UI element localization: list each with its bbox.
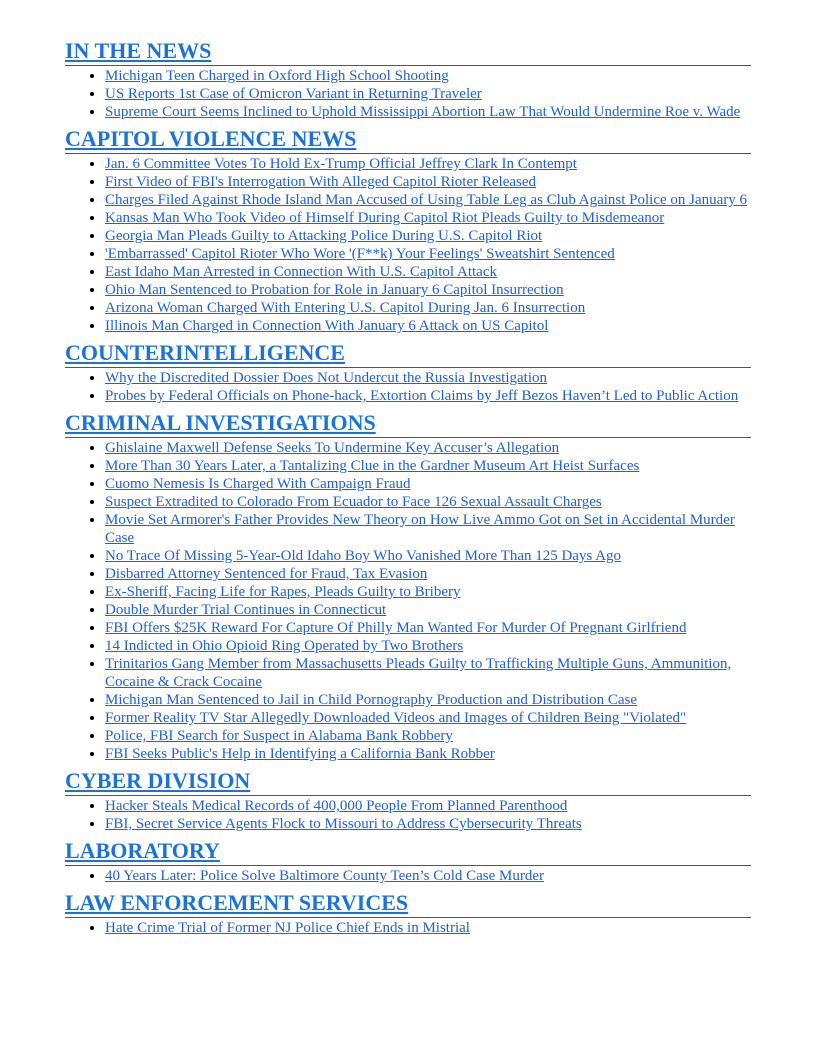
list-item — [105, 475, 751, 493]
article-link[interactable]: Charges Filed Against Rhode Island Man Accused of Using Table Leg as Club Against Police on January 6 — [105, 192, 748, 208]
section-heading-law-enforcement-services — [65, 888, 751, 918]
section-link-capitol-violence-news[interactable]: CAPITOL VIOLENCE NEWS — [65, 126, 357, 151]
list-item — [105, 155, 751, 173]
list-item — [105, 547, 751, 565]
article-link[interactable]: US Reports 1st Case of Omicron Variant in Returning Traveler — [105, 86, 482, 102]
list-item — [105, 709, 751, 727]
article-link[interactable]: Kansas Man Who Took Video of Himself During Capitol Riot Pleads Guilty to Misdemeanor — [105, 210, 665, 226]
article-link[interactable]: Ghislaine Maxwell Defense Seeks To Undermine Key Accuser’s Allegation — [105, 440, 560, 456]
article-link[interactable]: Suspect Extradited to Colorado From Ecuador to Face 126 Sexual Assault Charges — [105, 494, 602, 510]
article-link[interactable]: Ex-Sheriff, Facing Life for Rapes, Pleads Guilty to Bribery — [105, 584, 461, 600]
article-link[interactable]: Supreme Court Seems Inclined to Uphold Mississippi Abortion Law That Would Undermine Roe v. Wade — [105, 104, 741, 120]
section-heading-capitol-violence-news — [65, 124, 751, 154]
list-item — [105, 815, 751, 833]
list-item — [105, 565, 751, 583]
list-item — [105, 191, 751, 209]
list-item — [105, 173, 751, 191]
article-link[interactable]: Double Murder Trial Continues in Connecticut — [105, 602, 387, 618]
article-link[interactable]: Police, FBI Search for Suspect in Alabama Bank Robbery — [105, 728, 453, 744]
article-link[interactable]: Hate Crime Trial of Former NJ Police Chief Ends in Mistrial — [105, 920, 470, 936]
section-heading-cyber-division — [65, 766, 751, 796]
article-link[interactable]: First Video of FBI's Interrogation With Alleged Capitol Rioter Released — [105, 174, 537, 190]
article-link[interactable]: FBI Offers $25K Reward For Capture Of Philly Man Wanted For Murder Of Pregnant Girlfriend — [105, 620, 687, 636]
article-link[interactable]: Probes by Federal Officials on Phone-hack, Extortion Claims by Jeff Bezos Haven’t Led to Public Action — [105, 388, 739, 404]
article-link[interactable]: 14 Indicted in Ohio Opioid Ring Operated by Two Brothers — [105, 638, 464, 654]
section-link-law-enforcement-services[interactable]: LAW ENFORCEMENT SERVICES — [65, 890, 409, 915]
list-item — [105, 67, 751, 85]
section-link-cyber-division[interactable]: CYBER DIVISION — [65, 768, 251, 793]
list-item — [105, 601, 751, 619]
section-heading-counterintelligence — [65, 338, 751, 368]
list-item — [105, 457, 751, 475]
list-item — [105, 727, 751, 745]
article-link[interactable]: Trinitarios Gang Member from Massachusetts Pleads Guilty to Trafficking Multiple Guns, Ammunition, Cocaine & Crack Cocaine — [105, 656, 732, 690]
list-item — [105, 619, 751, 637]
list-item — [105, 493, 751, 511]
article-link[interactable]: Jan. 6 Committee Votes To Hold Ex-Trump Official Jeffrey Clark In Contempt — [105, 156, 577, 172]
section-heading-in-the-news — [65, 36, 751, 66]
section-list-in-the-news — [65, 67, 751, 121]
article-link[interactable]: Georgia Man Pleads Guilty to Attacking Police During U.S. Capitol Riot — [105, 228, 543, 244]
article-link[interactable]: Ohio Man Sentenced to Probation for Role in January 6 Capitol Insurrection — [105, 282, 564, 298]
article-link[interactable]: Why the Discredited Dossier Does Not Undercut the Russia Investigation — [105, 370, 547, 386]
list-item — [105, 655, 751, 691]
article-link[interactable]: No Trace Of Missing 5-Year-Old Idaho Boy Who Vanished More Than 125 Days Ago — [105, 548, 622, 564]
article-link[interactable]: FBI Seeks Public's Help in Identifying a California Bank Robber — [105, 746, 495, 762]
list-item — [105, 227, 751, 245]
section-link-in-the-news[interactable]: IN THE NEWS — [65, 38, 212, 63]
section-list-criminal-investigations — [65, 439, 751, 763]
list-item — [105, 245, 751, 263]
article-link[interactable]: Michigan Man Sentenced to Jail in Child Pornography Production and Distribution Case — [105, 692, 638, 708]
list-item — [105, 637, 751, 655]
section-list-capitol-violence-news — [65, 155, 751, 335]
list-item — [105, 299, 751, 317]
article-link[interactable]: Illinois Man Charged in Connection With January 6 Attack on US Capitol — [105, 318, 549, 334]
list-item — [105, 369, 751, 387]
article-link[interactable]: Arizona Woman Charged With Entering U.S. Capitol During Jan. 6 Insurrection — [105, 300, 586, 316]
list-item — [105, 919, 751, 937]
article-link[interactable]: Movie Set Armorer's Father Provides New Theory on How Live Ammo Got on Set in Accidental Murder Case — [105, 512, 735, 546]
section-list-law-enforcement-services — [65, 919, 751, 937]
list-item — [105, 209, 751, 227]
article-link[interactable]: East Idaho Man Arrested in Connection With U.S. Capitol Attack — [105, 264, 497, 280]
news-digest — [65, 36, 751, 940]
article-link[interactable]: Michigan Teen Charged in Oxford High School Shooting — [105, 68, 449, 84]
section-list-cyber-division — [65, 797, 751, 833]
list-item — [105, 439, 751, 457]
article-link[interactable]: More Than 30 Years Later, a Tantalizing Clue in the Gardner Museum Art Heist Surfaces — [105, 458, 640, 474]
section-list-laboratory — [65, 867, 751, 885]
list-item — [105, 263, 751, 281]
section-link-counterintelligence[interactable]: COUNTERINTELLIGENCE — [65, 340, 345, 365]
article-link[interactable]: FBI, Secret Service Agents Flock to Missouri to Address Cybersecurity Threats — [105, 816, 582, 832]
article-link[interactable]: Former Reality TV Star Allegedly Downloaded Videos and Images of Children Being "Violated" — [105, 710, 687, 726]
list-item — [105, 103, 751, 121]
section-link-laboratory[interactable]: LABORATORY — [65, 838, 220, 863]
article-link[interactable]: 'Embarrassed' Capitol Rioter Who Wore '(F**k) Your Feelings' Sweatshirt Sentenced — [105, 246, 615, 262]
article-link[interactable]: Hacker Steals Medical Records of 400,000 People From Planned Parenthood — [105, 798, 568, 814]
list-item — [105, 797, 751, 815]
list-item — [105, 583, 751, 601]
list-item — [105, 691, 751, 709]
section-link-criminal-investigations[interactable]: CRIMINAL INVESTIGATIONS — [65, 410, 376, 435]
section-heading-laboratory — [65, 836, 751, 866]
article-link[interactable]: Disbarred Attorney Sentenced for Fraud, Tax Evasion — [105, 566, 428, 582]
section-heading-criminal-investigations — [65, 408, 751, 438]
list-item — [105, 317, 751, 335]
article-link[interactable]: 40 Years Later: Police Solve Baltimore County Teen’s Cold Case Murder — [105, 868, 545, 884]
list-item — [105, 745, 751, 763]
list-item — [105, 867, 751, 885]
list-item — [105, 281, 751, 299]
section-list-counterintelligence — [65, 369, 751, 405]
list-item — [105, 387, 751, 405]
article-link[interactable]: Cuomo Nemesis Is Charged With Campaign Fraud — [105, 476, 411, 492]
list-item — [105, 85, 751, 103]
list-item — [105, 511, 751, 547]
